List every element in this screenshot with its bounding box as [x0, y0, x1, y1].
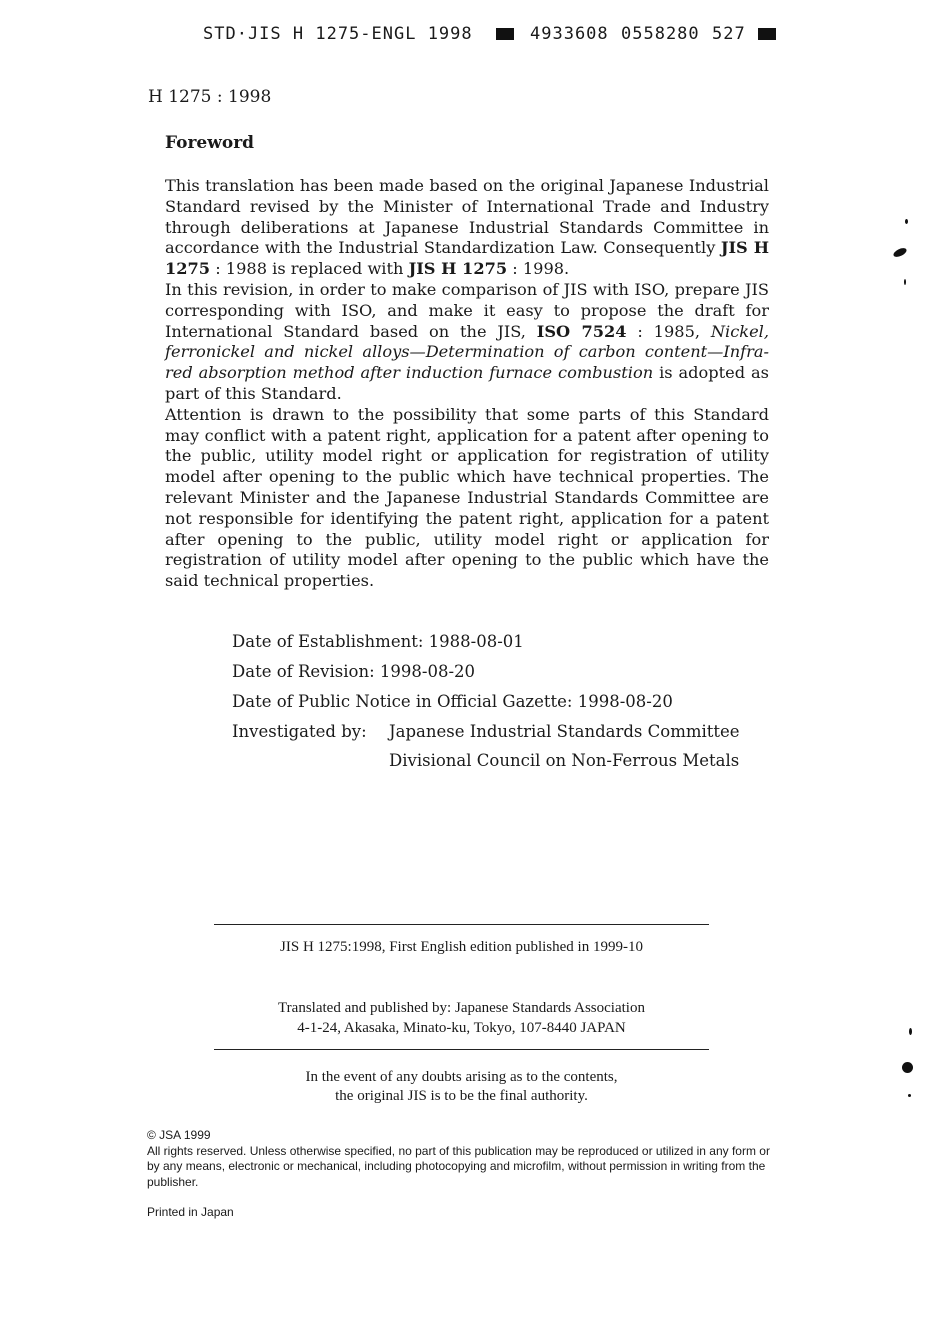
- foreword-title: Foreword: [165, 133, 255, 153]
- investigated-row-2: Divisional Council on Non-Ferrous Metals: [389, 751, 740, 770]
- edition-note: JIS H 1275:1998, First English edition published in 1999-10: [280, 939, 643, 955]
- publisher-line: Translated and published by: Japanese Standards Association: [278, 1000, 645, 1016]
- foreword-body: [165, 176, 769, 592]
- header-code-3: 527: [712, 24, 746, 44]
- barcode-block-icon: [758, 24, 776, 44]
- publisher-block: [214, 998, 709, 1038]
- copyright-line: © JSA 1999: [147, 1128, 211, 1142]
- revision-row: Date of Revision: 1998-08-20: [232, 662, 476, 681]
- scan-speck-icon: [904, 279, 906, 285]
- scan-speck-icon: [902, 1062, 913, 1073]
- establishment-row: Date of Establishment: 1988-08-01: [232, 632, 524, 651]
- printed-in: Printed in Japan: [147, 1205, 234, 1219]
- divider-top: [214, 924, 709, 925]
- header-code-1: 4933608: [530, 24, 609, 44]
- barcode-block-icon: [496, 24, 514, 44]
- authority-note: In the event of any doubts arising as to the contents, the original JIS is to be the final authority.: [305, 1069, 618, 1104]
- investigated-row: Investigated by: Japanese Industrial Standards Committee: [232, 722, 740, 741]
- divider-bottom: [214, 1049, 709, 1050]
- copyright-block: [147, 1128, 777, 1190]
- publisher-address: 4-1-24, Akasaka, Minato-ku, Tokyo, 107-8440 JAPAN: [297, 1020, 626, 1036]
- rights-notice: All rights reserved. Unless otherwise specified, no part of this publication may be reproduced or utilized in any form or by any means, electronic or mechanical, including photocopying and microfilm, without permission in writing from the publisher.: [147, 1143, 770, 1189]
- foreword-paragraph-3: Attention is drawn to the possibility that some parts of this Standard may conflict with a patent right, application for a patent after opening to the public, utility model right or application for registration of utility model after opening to the public which have technical properties. The relevant Minister and the Japanese Industrial Standards Committee are not responsible for identifying the patent right, application for a patent after opening to the public, utility model right or application for registration of utility model after opening to the public which have the said technical properties.: [165, 404, 769, 591]
- standard-number: H 1275 : 1998: [148, 87, 272, 107]
- scan-speck-icon: [909, 1028, 912, 1035]
- scan-speck-icon: [908, 1094, 911, 1097]
- public-notice-row: Date of Public Notice in Official Gazette: 1998-08-20: [232, 692, 673, 711]
- header-std-code: STD·JIS H 1275-ENGL 1998: [203, 24, 473, 44]
- header-code-2: 0558280: [621, 24, 700, 44]
- foreword-paragraph-1: This translation has been made based on the original Japanese Industrial Standard revised by the Minister of International Trade and Industry through deliberations at Japanese Industrial Standards Committee in accordance with the Industrial Standardization Law. Consequently JIS H 1275 : 1988 is replaced with JIS H 1275 : 1998.: [165, 176, 770, 279]
- scan-speck-icon: [905, 219, 908, 224]
- scan-speck-icon: [892, 246, 908, 258]
- dates-block: [232, 631, 740, 781]
- foreword-paragraph-2: In this revision, in order to make comparison of JIS with ISO, prepare JIS corresponding with ISO, and make it easy to propose the draft for International Standard based on the JIS, ISO 7524 : 1985, Nickel, ferronickel and nickel alloys—Determination of carbon content—Infra-red absorption method after induction furnace combustion is adopted as part of this Standard.: [165, 279, 769, 403]
